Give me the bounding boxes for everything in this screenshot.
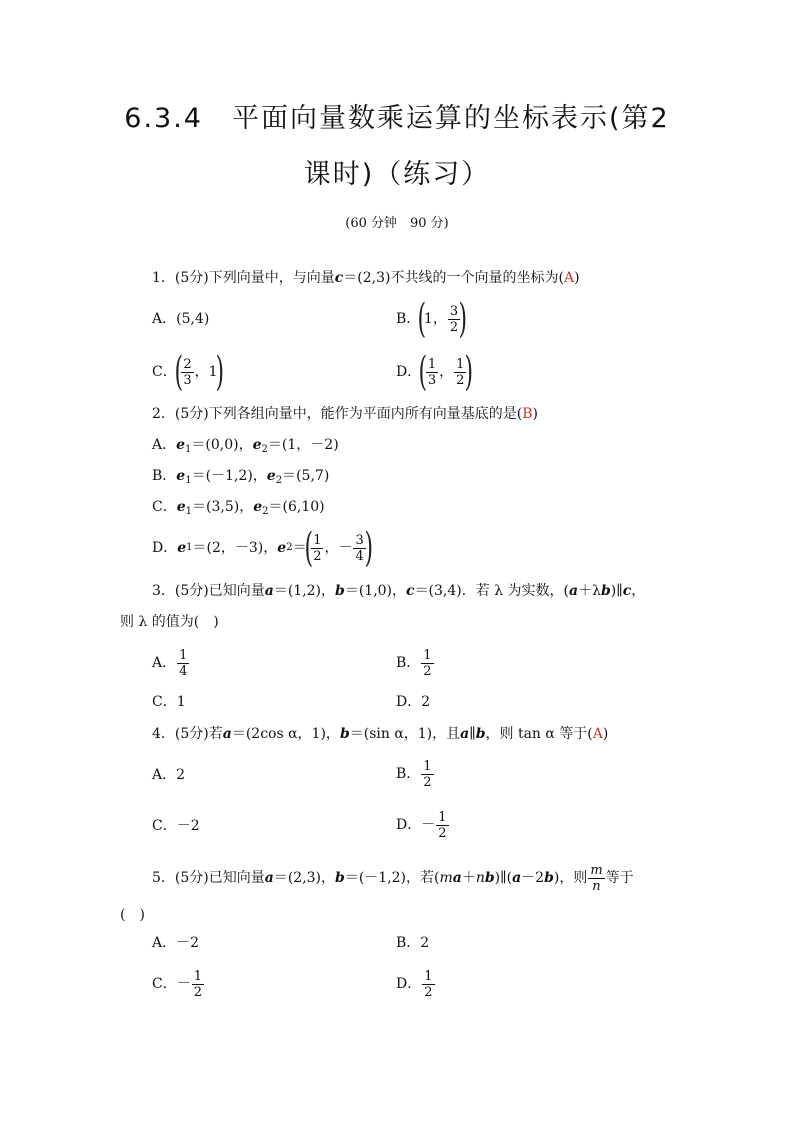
q4-option-a: A．2: [152, 767, 186, 783]
answer-mark: B: [522, 406, 533, 422]
q2-option-b: B．$e_1=(-1,2)$，$e_2=(5,7)$: [152, 468, 330, 486]
q1-option-d: D． ( $\frac{1}{3}$ ， $\frac{1}{2}$ ): [396, 349, 474, 395]
q5-option-a: A．－2: [152, 935, 200, 951]
q5-option-c: C．－ $\frac{1}{2}$: [152, 968, 202, 1000]
document-title-line-1: 6.3.4 平面向量数乘运算的坐标表示(第2: [124, 103, 670, 134]
q5-option-d: D． $\frac{1}{2}$: [396, 968, 433, 1000]
question-3-stem-line-2: 则 λ 的值为( ): [120, 614, 219, 630]
q1-option-c: C． ( $\frac{2}{3}$ ，1 ): [152, 349, 224, 395]
answer-mark: A: [563, 270, 575, 286]
q3-option-d: D．2: [396, 694, 431, 710]
answer-mark: A: [592, 726, 603, 742]
q5-option-b: B．2: [396, 935, 430, 951]
q2-option-d: D． e 1 ＝(2，－3)， e 2 ＝ ( $\frac{1}{2}$ ，－ $\frac{3}{4}$ ): [152, 525, 373, 571]
q3-option-c: C．1: [152, 694, 186, 710]
q4-option-d: D．－ $\frac{1}{2}$: [396, 809, 447, 841]
question-3-stem-line-1: 3．(5分)已知向量a＝(1,2)，b＝(1,0)，c＝(3,4)．若 λ 为实数，(a＋λb)∥c，: [152, 583, 646, 599]
q4-option-b: B． $\frac{1}{2}$: [396, 758, 432, 790]
question-5-stem-line-1: 5．(5分)已知向量 a ＝(2,3)， b ＝(－1,2)，若( m a ＋ n b )∥( a －2 b )，则 $\frac{m}{n}$ 等于: [152, 862, 634, 894]
q1-option-a: A．(5,4): [152, 311, 210, 327]
q4-option-c: C．－2: [152, 818, 200, 834]
question-4-stem: 4．(5分)若a＝(2cos α，1)，b＝(sin α，1)，且a∥b，则 tan α 等于(A): [152, 726, 609, 742]
q3-option-a: A． $\frac{1}{4}$: [152, 647, 188, 679]
q1-option-b: B． ( 1， $\frac{3}{2}$ ): [396, 296, 468, 342]
question-5-stem-line-2: ( ): [120, 907, 145, 923]
document-title-line-2: 课时)（练习）: [303, 159, 491, 190]
question-1-stem: 1．(5分)下列向量中，与向量c＝(2,3)不共线的一个向量的坐标为(A): [152, 270, 580, 286]
q2-option-c: C．$e_1=(3,5)$，$e_2=(6,10)$: [152, 499, 325, 517]
time-score-note: (60 分钟 90 分): [345, 216, 449, 231]
q2-option-a: A．$e_1=(0,0)$，$e_2=(1$，－2): [152, 437, 339, 455]
question-2-stem: 2．(5分)下列各组向量中，能作为平面内所有向量基底的是(B): [152, 406, 538, 422]
q3-option-b: B． $\frac{1}{2}$: [396, 647, 432, 679]
